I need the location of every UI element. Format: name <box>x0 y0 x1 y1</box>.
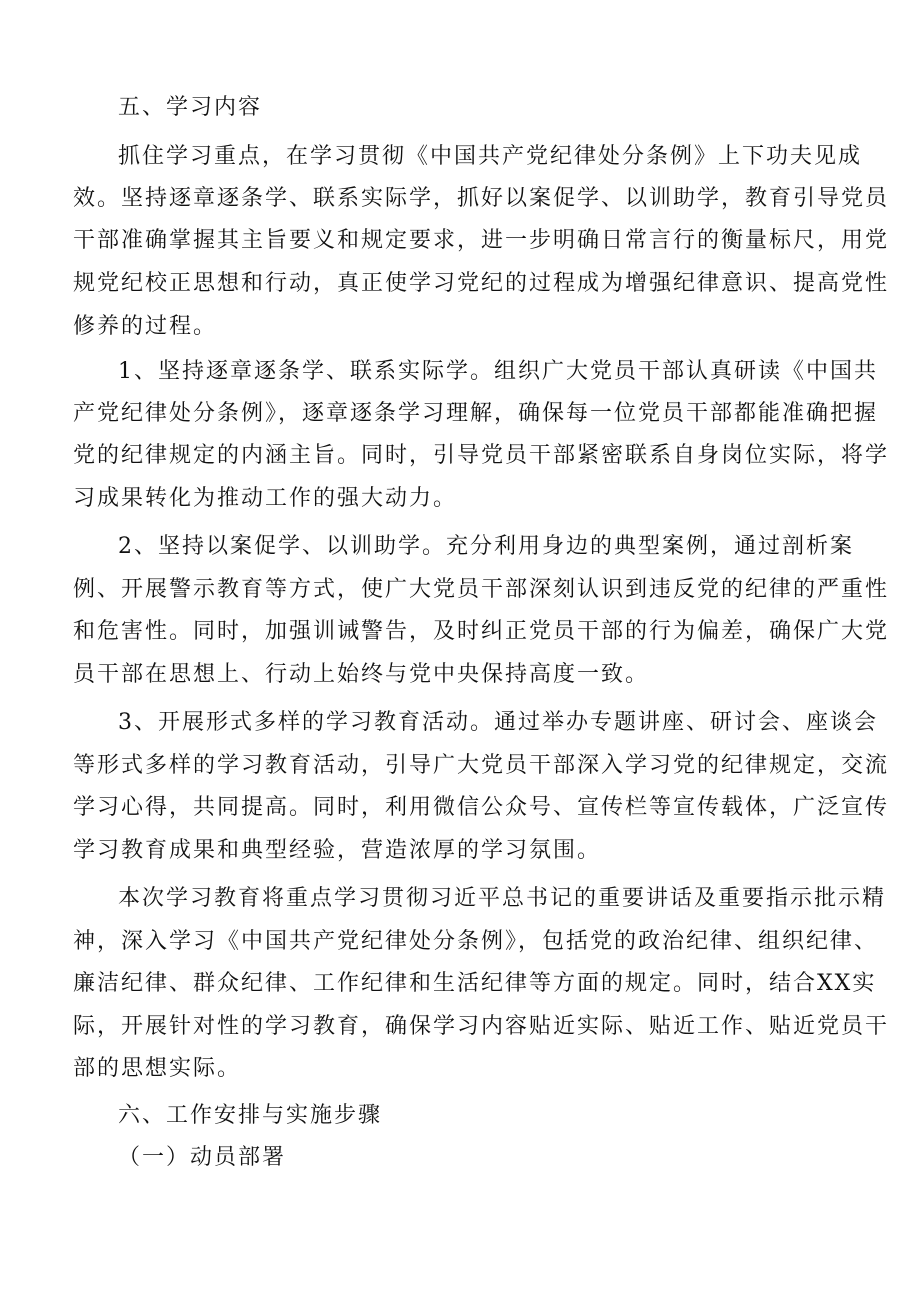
paragraph-line: 员干部在思想上、行动上始终与党中央保持高度一致。 <box>73 662 650 687</box>
section-heading-6: 六、工作安排与实施步骤 <box>118 1103 383 1128</box>
paragraph-line: 1、坚持逐章逐条学、联系实际学。组织广大党员干部认真研读《中国共 <box>118 359 878 384</box>
paragraph-line: 学习心得，共同提高。同时，利用微信公众号、宣传栏等宣传载体，广泛宣传 <box>73 795 890 820</box>
section-heading-5: 五、学习内容 <box>118 95 263 120</box>
paragraph-line: 神，深入学习《中国共产党纪律处分条例》，包括党的政治纪律、组织纪律、 <box>73 929 879 954</box>
paragraph-line: 廉洁纪律、群众纪律、工作纪律和生活纪律等方面的规定。同时，结合XX实 <box>73 971 877 996</box>
paragraph-line: 修养的过程。 <box>73 314 218 339</box>
paragraph-line: 本次学习教育将重点学习贯彻习近平总书记的重要讲话及重要指示批示精 <box>118 886 887 911</box>
paragraph-line: 和危害性。同时，加强训诫警告，及时纠正党员干部的行为偏差，确保广大党 <box>73 619 890 644</box>
paragraph-line: 2、坚持以案促学、以训助学。充分利用身边的典型案例，通过剖析案 <box>118 534 854 559</box>
paragraph-line: 抓住学习重点，在学习贯彻《中国共产党纪律处分条例》上下功夫见成 <box>118 144 863 169</box>
paragraph-line: 3、开展形式多样的学习教育活动。通过举办专题讲座、研讨会、座谈会 <box>118 710 878 735</box>
paragraph-line: 习成果转化为推动工作的强大动力。 <box>73 486 458 511</box>
paragraph-line: 等形式多样的学习教育活动，引导广大党员干部深入学习党的纪律规定，交流 <box>73 753 890 778</box>
paragraph-line: 例、开展警示教育等方式，使广大党员干部深刻认识到违反党的纪律的严重性 <box>73 577 890 602</box>
paragraph-line: 际，开展针对性的学习教育，确保学习内容贴近实际、贴近工作、贴近党员干 <box>73 1014 890 1039</box>
paragraph-line: 党的纪律规定的内涵主旨。同时，引导党员干部紧密联系自身岗位实际，将学 <box>73 443 890 468</box>
paragraph-line: 学习教育成果和典型经验，营造浓厚的学习氛围。 <box>73 838 602 863</box>
subsection-heading: （一）动员部署 <box>118 1145 287 1170</box>
paragraph-line: 产党纪律处分条例》，逐章逐条学习理解，确保每一位党员干部都能准确把握 <box>73 401 879 426</box>
paragraph-line: 效。坚持逐章逐条学、联系实际学，抓好以案促学、以训助学，教育引导党员 <box>73 186 890 211</box>
paragraph-line: 规党纪校正思想和行动，真正使学习党纪的过程成为增强纪律意识、提高党性 <box>73 271 890 296</box>
paragraph-line: 部的思想实际。 <box>73 1056 242 1081</box>
paragraph-line: 干部准确掌握其主旨要义和规定要求，进一步明确日常言行的衡量标尺，用党 <box>73 228 890 253</box>
